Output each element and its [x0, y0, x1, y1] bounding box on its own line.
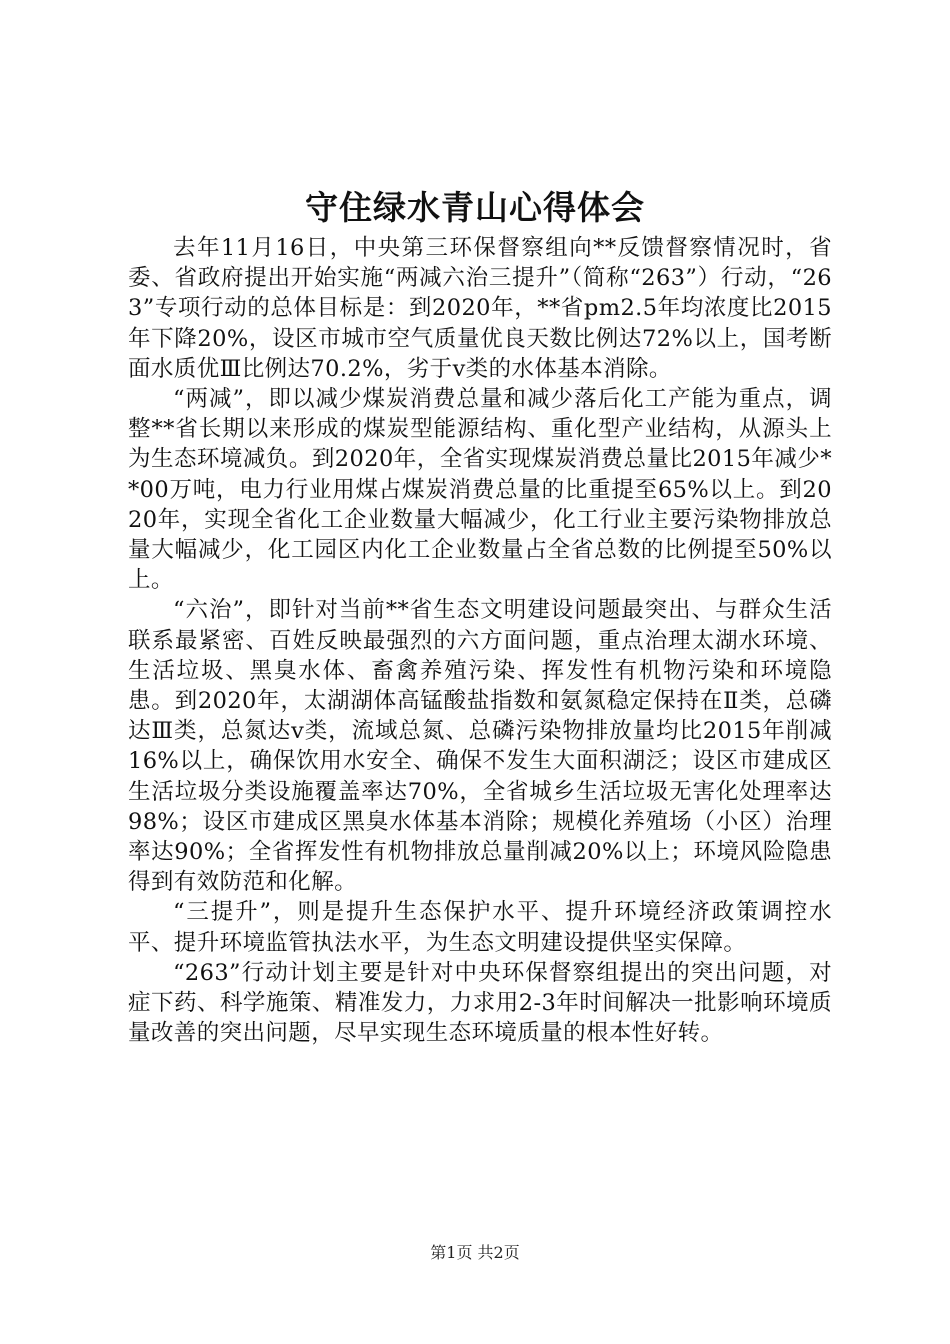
document-body [128, 233, 832, 1048]
page-footer: 第1页 共2页 [430, 1243, 520, 1262]
paragraph-action-plan: “263”行动计划主要是针对中央环保督察组提出的突出问题，对症下药、科学施策、精准发力，力求用2-3年时间解决一批影响环境质量改善的突出问题，尽早实现生态环境质量的根本性好转。 [128, 959, 832, 1047]
paragraph-intro: 去年11月16日，中央第三环保督察组向**反馈督察情况时，省委、省政府提出开始实施“两减六治三提升”（简称“263”）行动，“263”专项行动的总体目标是：到2020年，**省pm2.5年均浓度比2015年下降20%，设区市城市空气质量优良天数比例达72%以上，国考断面水质优Ⅲ比例达70.2%，劣于v类的水体基本消除。 [128, 235, 832, 382]
page-title: 守住绿水青山心得体会 [305, 188, 645, 227]
paragraph-six-governance: “六治”，即针对当前**省生态文明建设问题最突出、与群众生活联系最紧密、百姓反映最强烈的六方面问题，重点治理太湖水环境、生活垃圾、黑臭水体、畜禽养殖污染、挥发性有机物污染和环境隐患。到2020年，太湖湖体高锰酸盐指数和氨氮稳定保持在Ⅱ类，总磷达Ⅲ类，总氮达v类，流域总氮、总磷污染物排放量均比2015年削减16%以上，确保饮用水安全、确保不发生大面积湖泛；设区市建成区生活垃圾分类设施覆盖率达70%，全省城乡生活垃圾无害化处理率达98%；设区市建成区黑臭水体基本消除；规模化养殖场（小区）治理率达90%；全省挥发性有机物排放总量削减20%以上；环境风险隐患得到有效防范和化解。 [128, 597, 832, 896]
paragraph-three-improvements: “三提升”，则是提升生态保护水平、提升环境经济政策调控水平、提升环境监管执法水平，为生态文明建设提供坚实保障。 [128, 899, 832, 956]
paragraph-two-reductions: “两减”，即以减少煤炭消费总量和减少落后化工产能为重点，调整**省长期以来形成的煤炭型能源结构、重化型产业结构，从源头上为生态环境减负。到2020年，全省实现煤炭消费总量比2015年减少**00万吨，电力行业用煤占煤炭消费总量的比重提至65%以上。到2020年，实现全省化工企业数量大幅减少，化工行业主要污染物排放总量大幅减少，化工园区内化工企业数量占全省总数的比例提至50%以上。 [128, 386, 832, 594]
